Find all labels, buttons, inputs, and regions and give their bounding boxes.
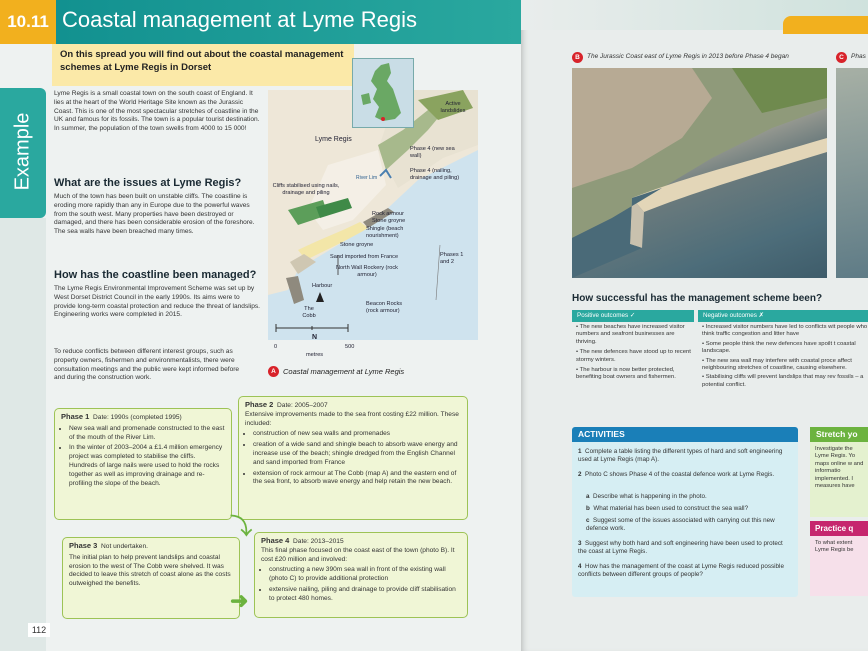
negative-item: • Increased visitor numbers have led to conflicts wit people who think traffic congestion and litter have <box>702 324 868 338</box>
phase2-date: Date: 2005–2007 <box>277 402 328 409</box>
activities-box <box>572 427 798 597</box>
positive-item: • The new defences have stood up to recent stormy winters. <box>576 349 691 363</box>
activity-2c: c Suggest some of the issues associated with carrying out this new defence work. <box>586 517 775 532</box>
phase1-item: • New sea wall and promenade constructed to the east of the mouth of the River Lim. <box>69 425 225 443</box>
negative-header: Negative outcomes ✗ <box>698 310 868 322</box>
negative-item: • Some people think the new defences have spoilt t coastal landscape. <box>702 340 856 355</box>
photo-c-badge: C <box>836 52 847 63</box>
phase2-item: • extension of rock armour at The Cobb (map A) and the eastern end of the sea front, to absorb wave energy and help retain the new beach. <box>253 470 461 488</box>
positive-list <box>576 324 692 382</box>
heading-managed: How has the coastline been managed? <box>54 269 257 281</box>
arrow-icon: ➜ <box>230 588 249 613</box>
example-tab-label: Example <box>11 112 34 191</box>
map-label-phase4-nailing: Phase 4 (nailing, drainage and piling) <box>410 168 460 181</box>
map-label-phase4-wall: Phase 4 (new sea wall) <box>410 146 455 159</box>
phase4-item: • constructing a new 390m sea wall in front of the existing wall (photo C) to provide additional protection <box>269 566 461 584</box>
map-label-sand: Sand imported from France <box>330 254 399 260</box>
phase2-intro: Extensive improvements made to the sea front costing £22 million. These included: <box>245 410 459 427</box>
practice-title: Practice q <box>810 521 868 536</box>
map-label-river: River Lim <box>356 175 378 181</box>
phase2-title: Phase 2 <box>245 400 274 409</box>
activity-2: 2 Photo C shows Phase 4 of the coastal defence work at Lyme Regis. <box>578 471 775 478</box>
activity-2a: a Describe what is happening in the photo. <box>586 493 707 500</box>
phase3-title: Phase 3 <box>69 541 98 550</box>
negative-item: • Stabilising cliffs will prevent landslips that may rev fossils – a potential conflict. <box>702 374 864 388</box>
activity-3: 3 Suggest why both hard and soft engineering have been used to protect the coast at Lyme Regis. <box>578 540 783 555</box>
photo-b <box>572 68 827 278</box>
phase4-box <box>254 532 468 618</box>
map-label-town: Lyme Regis <box>315 136 352 143</box>
phase3-date: Not undertaken. <box>101 543 148 550</box>
arrow-icon: ⤵ <box>230 514 253 539</box>
map-label-stone-groyne-1: Stone groyne <box>372 218 406 224</box>
phase1-date: Date: 1990s (completed 1995) <box>93 414 182 421</box>
positive-header: Positive outcomes ✓ <box>572 310 694 322</box>
body-managed: The Lyme Regis Environmental Improvement Scheme was set up by West Dorset District Council in the early 1990s. Its aims were to provide long-term coastal protection and reduce the threat of landslips. Engineering works were completed in 2015. <box>54 285 260 319</box>
map-north-label: N <box>312 334 318 341</box>
phase2-box <box>238 396 468 520</box>
phase2-item: • construction of new sea walls and promenades <box>253 430 461 439</box>
activity-4: 4 How has the management of the coast at Lyme Regis reduced possible conflicts between different groups of people? <box>578 563 784 578</box>
phase3-text: The initial plan to help prevent landslips and coastal erosion to the west of The Cobb were shelved. It was decided to leave this stretch of coast alone as the costs outweighed the benefits. <box>69 553 231 588</box>
phase2-item: • creation of a wide sand and shingle beach to absorb wave energy and increase use of the beach; shingle dredged from the English Channel and sand imported from France <box>253 441 461 467</box>
uk-inset-map <box>352 58 414 128</box>
page-title: Coastal management at Lyme Regis <box>62 7 418 32</box>
map-label-cliffs: Cliffs stabilised using nails, drainage and piling <box>272 183 340 196</box>
map-label-beacon-rocks: Beacon Rocks (rock armour) <box>366 301 403 314</box>
photo-b-badge: B <box>572 52 583 63</box>
practice-box <box>810 521 868 596</box>
map-label-harbour: Harbour <box>312 283 333 289</box>
practice-text: To what extent Lyme Regis be <box>815 540 854 554</box>
map-scale-0: 0 <box>274 344 278 350</box>
side-strip <box>0 218 46 651</box>
map-badge-a: A <box>268 366 279 377</box>
uk-outline <box>353 59 415 129</box>
map-caption: Coastal management at Lyme Regis <box>283 367 405 376</box>
phase3-box <box>62 537 240 619</box>
phase1-title: Phase 1 <box>61 412 90 421</box>
stretch-title: Stretch yo <box>810 427 868 442</box>
phase4-title: Phase 4 <box>261 536 290 545</box>
map-label-stone-groyne-2: Stone groyne <box>340 242 374 248</box>
phase1-box <box>54 408 232 520</box>
phase4-date: Date: 2013–2015 <box>293 538 344 545</box>
heading-issues: What are the issues at Lyme Regis? <box>54 177 242 189</box>
positive-item: • The new beaches have increased visitor numbers and seafront businesses are thriving. <box>576 324 685 345</box>
photo-b-scene <box>572 68 827 278</box>
map-scale-units: metres <box>306 352 324 358</box>
positive-item: • The harbour is now better protected, benefiting boat owners and fishermen. <box>576 367 676 381</box>
example-tab <box>0 88 46 218</box>
map-label-active-landslides: Active landslides <box>440 101 466 114</box>
phase4-item: • extensive nailing, piling and drainage to provide cliff stabilisation to protect 480 homes. <box>269 586 461 604</box>
phase4-intro: This final phase focused on the coast east of the town (photo B). It cost £20 million and involved: <box>261 546 455 563</box>
map-scale-500: 500 <box>345 344 355 350</box>
photo-c-caption: Phas <box>851 53 866 60</box>
map-label-cobb: The Cobb <box>302 306 316 319</box>
heading-success: How successful has the management scheme been? <box>572 293 823 304</box>
map-label-shingle: Shingle (beach nourishment) <box>366 226 404 239</box>
map-label-phases-1-2: Phases 1 and 2 <box>440 252 464 265</box>
activity-2b: b What material has been used to construct the sea wall? <box>586 505 749 512</box>
negative-list <box>702 324 868 424</box>
map-label-north-wall: North Wall Rockery (rock armour) <box>336 265 398 278</box>
activities-title: ACTIVITIES <box>572 427 798 442</box>
stretch-text: Investigate the Lyme Regis. Yo maps online w and informatio implemented. I measures have <box>815 446 864 490</box>
body-issues: Much of the town has been built on unstable cliffs. The coastline is eroding more rapidly than any in Europe due to the powerful waves from the south west. Many properties have been destroyed or damaged, and there has been considerable erosion of the foreshore. The sea walls have been breached many times. <box>54 193 255 236</box>
activity-1: 1 Complete a table listing the different types of hard and soft engineering used at Lyme Regis (map A). <box>578 448 783 463</box>
stretch-box <box>810 427 868 517</box>
intro-box: On this spread you will find out about the coastal management schemes at Lyme Regis in Dorset <box>52 44 354 86</box>
body-intro: Lyme Regis is a small coastal town on the south coast of England. It lies at the heart of the World Heritage Site known as the Jurassic Coast. This is one of the most spectacular stretches of coastline in the UK and famous for its fossils. The town is a popular tourist destination. In summer, the population of the town swells from 4000 to 15 000! <box>54 90 260 133</box>
page-number: 112 <box>28 623 50 637</box>
photo-b-caption: The Jurassic Coast east of Lyme Regis in 2013 before Phase 4 began <box>587 53 789 60</box>
phase1-item: • In the winter of 2003–2004 a £1.4 million emergency project was completed to stabilise the cliffs. Hundreds of large nails were used to hold the rocks together as well as improving drainage and re-profiling the slope of the beach. <box>69 444 225 488</box>
body-conflicts: To reduce conflicts between different interest groups, such as property owners, fishermen and environmentalists, there were consultation meetings and the public were kept informed before and during the construction work. <box>54 348 240 382</box>
section-number: 10.11 <box>0 0 56 44</box>
map-label-rock-armour: Rock armour <box>372 211 405 217</box>
header-accent <box>783 16 868 34</box>
negative-item: • The new sea wall may interfere with coastal proce affect neighbouring stretches of coastline, causing elsewhere. <box>702 357 852 372</box>
photo-c <box>836 68 868 278</box>
